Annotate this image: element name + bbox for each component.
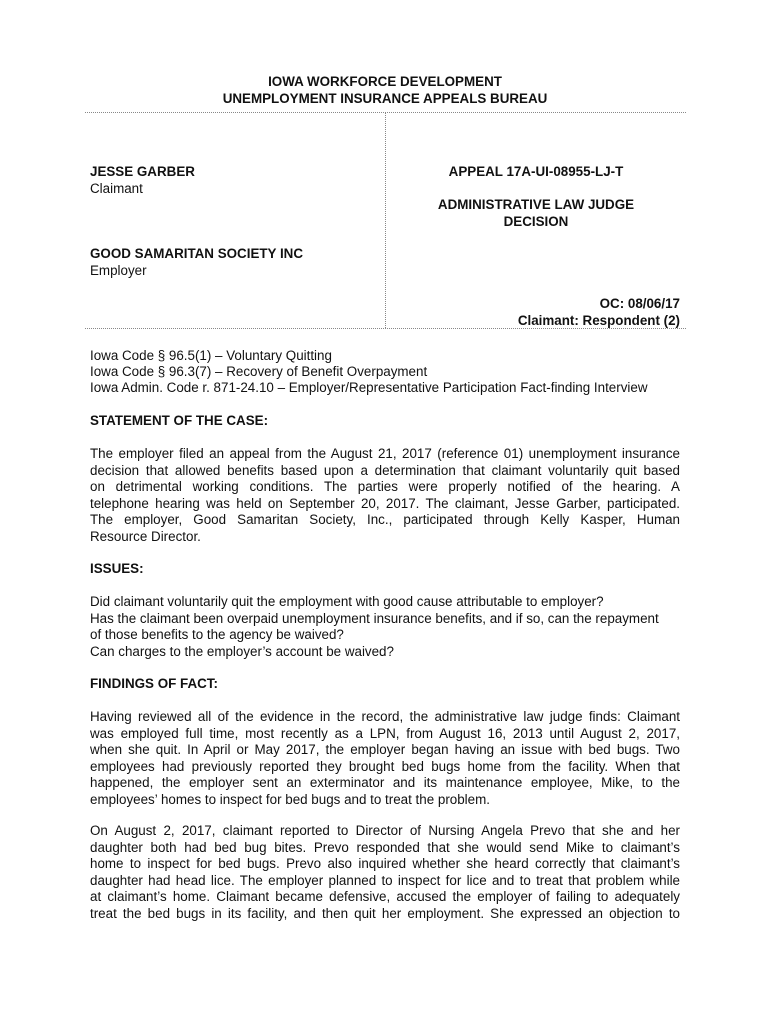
findings-line: at claimant’s home. Claimant became defensive, accused the employer of failing to adequately — [90, 889, 680, 905]
statement-line: The employer, Good Samaritan Society, Inc., participated through Kelly Kasper, Human — [90, 512, 680, 528]
statement-line: telephone hearing was held on September 20, 2017. The claimant, Jesse Garber, participated. — [90, 495, 680, 511]
code-citation: Iowa Admin. Code r. 871-24.10 – Employer/Representative Participation Fact-finding Interview — [90, 380, 648, 395]
claimant-block — [90, 164, 370, 197]
findings-line: when she quit. In April or May 2017, the employer began having an issue with bed bugs. Two — [90, 742, 680, 758]
statement-line: Resource Director. — [90, 528, 201, 544]
issue-line: Did claimant voluntarily quit the employment with good cause attributable to employer? — [90, 594, 604, 609]
appeal-number: APPEAL 17A-UI-08955-LJ-T — [448, 164, 624, 179]
findings-heading: FINDINGS OF FACT: — [90, 676, 218, 691]
decision-title-line-2: DECISION — [503, 214, 569, 229]
findings-line: happened, the employer sent an exterminator and its maintenance employee, Mike, to the — [90, 775, 680, 791]
statement-line: on detrimental working conditions. The parties were properly notified of the hearing. A — [90, 479, 680, 495]
oc-date: OC: 08/06/17 — [599, 296, 680, 311]
decision-title-line-1: ADMINISTRATIVE LAW JUDGE — [437, 197, 635, 212]
findings-line: treat the bed bugs in its facility, and then quit her employment. She expressed an objection to — [90, 905, 680, 921]
decision-title — [386, 196, 686, 230]
employer-role: Employer — [90, 262, 147, 278]
employer-name: GOOD SAMARITAN SOCIETY INC — [90, 246, 304, 261]
oc-block — [386, 295, 680, 329]
findings-line: was employed full time, most recently as a LPN, from August 16, 2013 until August 2, 2017, — [90, 725, 680, 741]
agency-line-1: IOWA WORKFORCE DEVELOPMENT — [268, 74, 502, 89]
statement-line: decision that allowed benefits based upon a determination that claimant voluntarily quit based — [90, 462, 680, 478]
issue-line: of those benefits to the agency be waived? — [90, 627, 344, 643]
issues-heading: ISSUES: — [90, 561, 144, 576]
findings-line: employees’ homes to inspect for bed bugs and to treat the problem. — [90, 791, 490, 807]
findings-paragraph-2 — [90, 823, 680, 923]
code-citation: Iowa Code § 96.3(7) – Recovery of Benefit Overpayment — [90, 364, 428, 379]
code-citations — [90, 348, 690, 396]
findings-line: employees had previously reported they brought bed bugs home from the facility. When that — [90, 758, 680, 774]
code-citation: Iowa Code § 96.5(1) – Voluntary Quitting — [90, 348, 332, 363]
agency-line-2: UNEMPLOYMENT INSURANCE APPEALS BUREAU — [222, 91, 548, 106]
agency-header — [85, 73, 685, 107]
statement-paragraph — [90, 446, 680, 546]
findings-paragraph-1 — [90, 709, 680, 809]
findings-line: daughter had head lice. The employer planned to inspect for lice and to treat that problem while — [90, 872, 680, 888]
claimant-name: JESSE GARBER — [90, 164, 195, 179]
findings-line: daughter both had bed bug bites. Prevo responded that she would send Mike to claimant’s — [90, 839, 680, 855]
statement-line: The employer filed an appeal from the August 21, 2017 (reference 01) unemployment insurance — [90, 446, 680, 461]
findings-line: Having reviewed all of the evidence in the record, the administrative law judge finds: Claimant — [90, 709, 680, 724]
issue-line: Can charges to the employer’s account be waived? — [90, 643, 394, 659]
findings-line: home to inspect for bed bugs. Prevo also inquired whether she heard correctly that claimant’s — [90, 856, 680, 872]
respondent-line: Claimant: Respondent (2) — [517, 313, 680, 328]
statement-heading: STATEMENT OF THE CASE: — [90, 413, 269, 428]
employer-block — [90, 246, 370, 279]
claimant-role: Claimant — [90, 180, 143, 196]
issue-line: Has the claimant been overpaid unemployment insurance benefits, and if so, can the repayment — [90, 610, 659, 626]
findings-line: On August 2, 2017, claimant reported to Director of Nursing Angela Prevo that she and her — [90, 823, 680, 838]
issues-list — [90, 594, 680, 660]
